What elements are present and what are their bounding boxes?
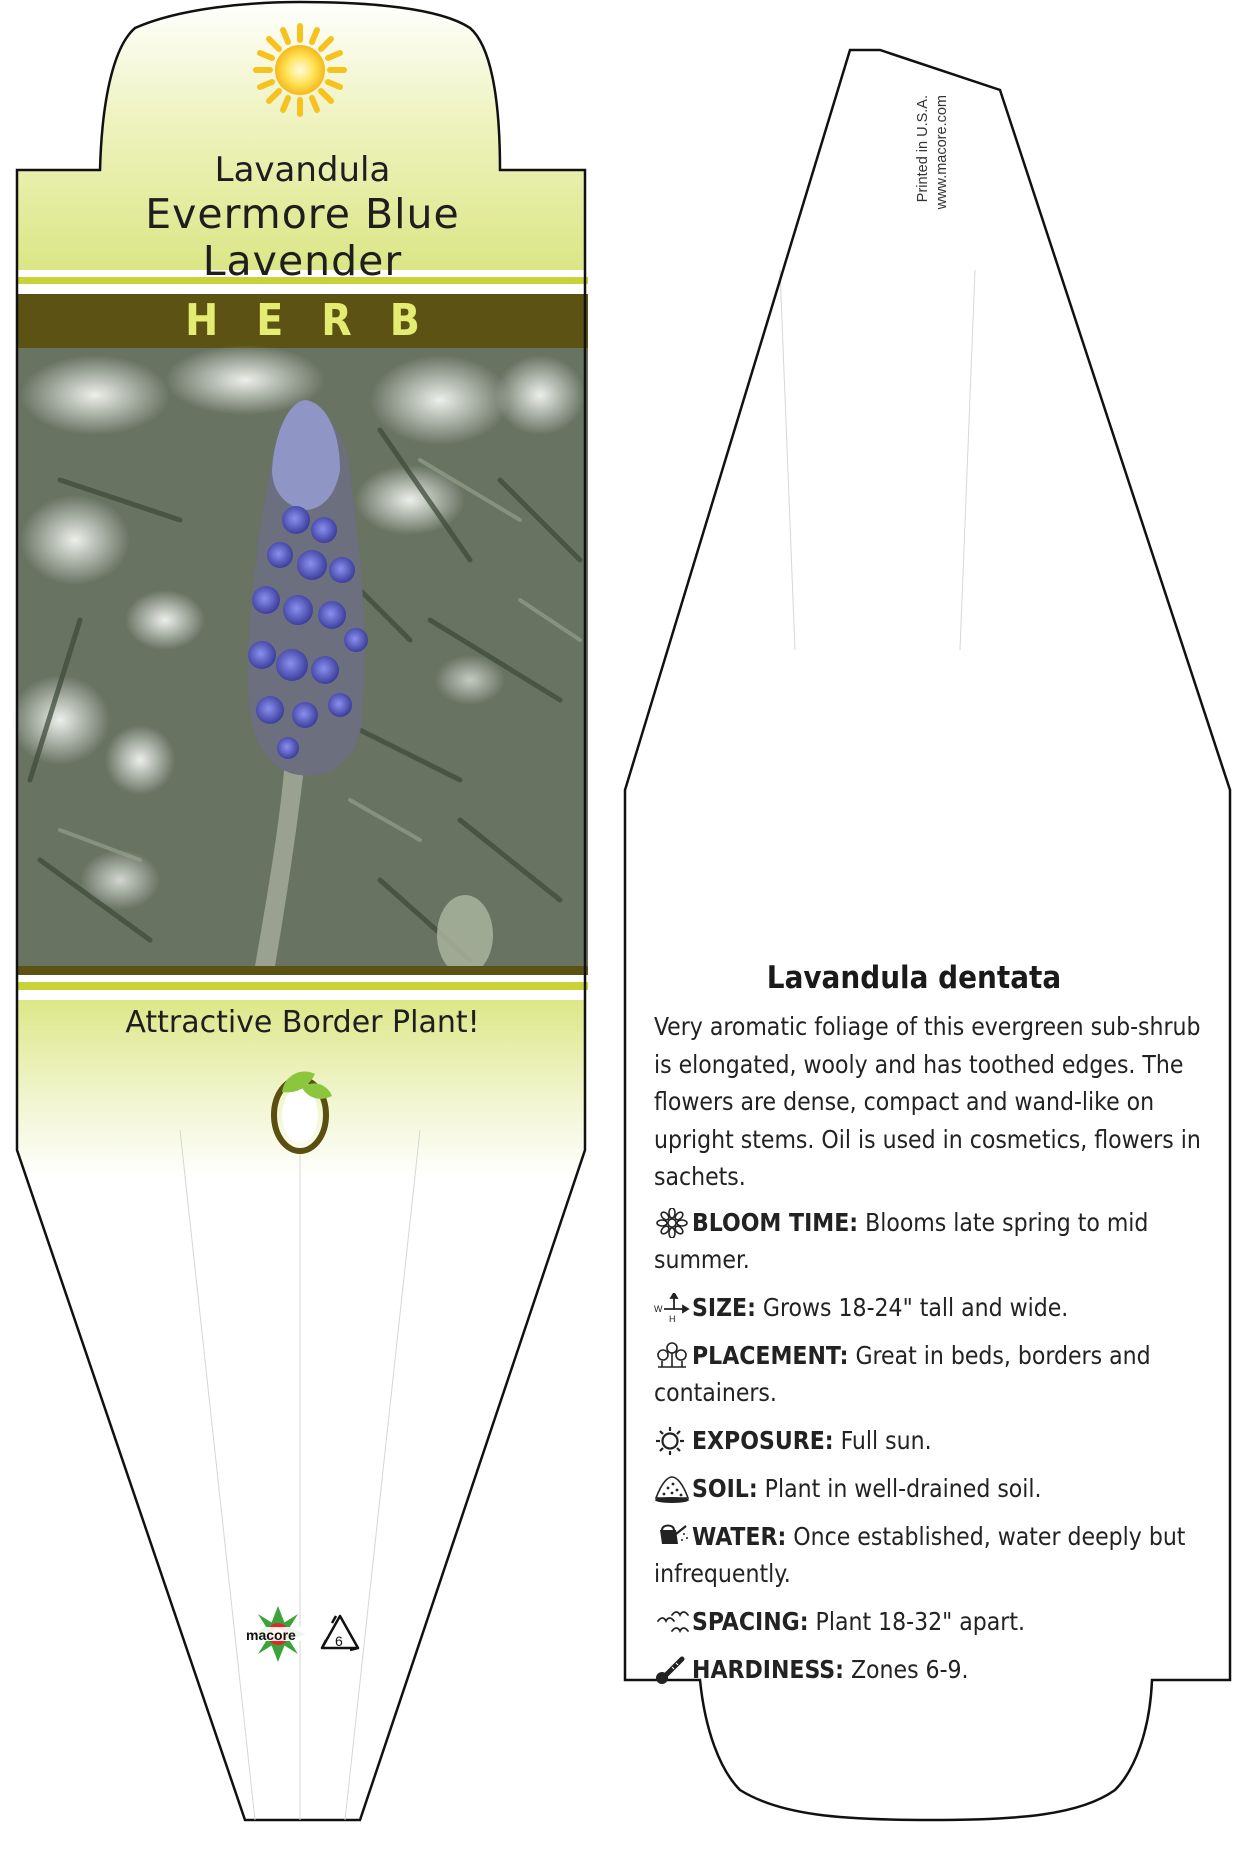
common-name-line2: Lavender [202,237,403,285]
macore-logo-text: macore [246,1627,296,1643]
feature-label: PLACEMENT: [692,1340,849,1370]
scientific-name: Lavandula dentata [766,960,1062,996]
lavender-photo [10,345,588,975]
spacing-plants-icon [654,1607,692,1637]
description: Very aromatic foliage of this evergreen sub-shrub is elongated, wooly and has toothed edges. The flowers are dense, compact and wand-like on upright stems. Oil is used in cosmetics, flowers in sachets. [654,1012,1201,1191]
feature-hardiness [654,1651,1214,1688]
feature-text: Plant 18-32" apart. [808,1606,1025,1636]
band-dark-bottom [17,966,588,975]
feature-bloom-time [654,1204,1214,1278]
genus-name: Lavandula [214,150,391,190]
feature-label: WATER: [692,1521,787,1551]
svg-text:H: H [669,1313,676,1323]
printed-line2: www.macore.com [934,95,950,210]
feature-label: EXPOSURE: [692,1425,834,1455]
feature-text: Full sun. [833,1425,932,1455]
feature-label: SIZE: [692,1292,756,1322]
feature-text: Once established, water deeply but infrequently. [654,1521,1186,1588]
placement-plants-icon [654,1341,692,1371]
feature-spacing [654,1603,1214,1640]
recycle-number: 6 [335,1633,343,1649]
feature-text: Blooms late spring to mid summer. [654,1207,1149,1274]
common-name-line1: Evermore Blue [145,190,460,238]
feature-text: Great in beds, borders and containers. [654,1340,1151,1407]
category-label: HERB [185,295,458,346]
feature-label: BLOOM TIME: [692,1207,859,1237]
printed-line1: Printed in U.S.A. [915,95,931,203]
feature-soil [654,1470,1214,1507]
feature-label: SOIL: [692,1473,758,1503]
svg-text:W: W [654,1303,663,1314]
bloom-flower-icon [654,1208,692,1238]
feature-label: SPACING: [692,1606,809,1636]
sun-icon [256,26,344,114]
feature-exposure [654,1422,1214,1459]
exposure-sun-icon [654,1426,692,1456]
feature-text: Grows 18-24" tall and wide. [755,1292,1069,1322]
feature-placement [654,1337,1214,1411]
thermometer-icon [654,1655,692,1685]
feature-size [654,1289,1214,1326]
printed-note [914,95,974,285]
feature-water [654,1518,1214,1592]
soil-pile-icon [654,1474,692,1504]
back-info [654,960,1212,1699]
feature-text: Zones 6-9. [843,1654,969,1684]
watering-can-icon [654,1522,692,1552]
band-light-bottom [17,982,588,990]
feature-text: Plant in well-drained soil. [757,1473,1042,1503]
tagline: Attractive Border Plant! [125,1005,480,1040]
size-arrows-icon [654,1293,692,1323]
feature-label: HARDINESS: [692,1654,844,1684]
